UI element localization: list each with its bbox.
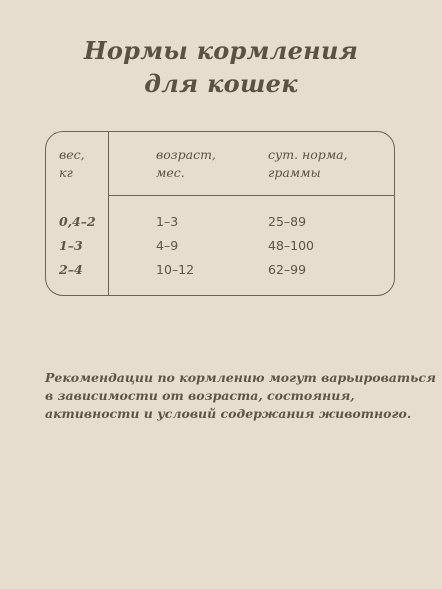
header-age-line-1: возраст, xyxy=(156,147,216,162)
row-2-weight: 1–3 xyxy=(59,238,83,253)
row-1-weight: 0,4–2 xyxy=(59,214,96,229)
page-title xyxy=(0,34,442,100)
row-2-age: 4–9 xyxy=(156,238,179,253)
row-3-age: 10–12 xyxy=(156,262,195,277)
table-vertical-divider xyxy=(108,132,109,295)
header-weight-line-2: кг xyxy=(59,165,73,180)
header-norm-line-2: граммы xyxy=(268,165,321,180)
header-age xyxy=(156,146,216,182)
row-1-age: 1–3 xyxy=(156,214,179,229)
note-line-3: активности и условий содержания животного. xyxy=(45,406,412,421)
title-line-1: Нормы кормления xyxy=(83,36,359,65)
note-line-2: в зависимости от возраста, состояния, xyxy=(45,388,355,403)
row-2-norm: 48–100 xyxy=(268,238,315,253)
table-horizontal-divider xyxy=(108,195,394,196)
recommendation-note xyxy=(45,369,436,423)
row-3-weight: 2–4 xyxy=(59,262,83,277)
row-1-norm: 25–89 xyxy=(268,214,307,229)
header-weight xyxy=(59,146,85,182)
note-line-1: Рекомендации по кормлению могут варьироваться xyxy=(45,370,436,385)
header-age-line-2: мес. xyxy=(156,165,185,180)
row-3-norm: 62–99 xyxy=(268,262,307,277)
header-weight-line-1: вес, xyxy=(59,147,85,162)
header-norm-line-1: сут. норма, xyxy=(268,147,348,162)
title-line-2: для кошек xyxy=(144,69,298,98)
header-norm xyxy=(268,146,348,182)
feeding-table xyxy=(45,131,395,296)
